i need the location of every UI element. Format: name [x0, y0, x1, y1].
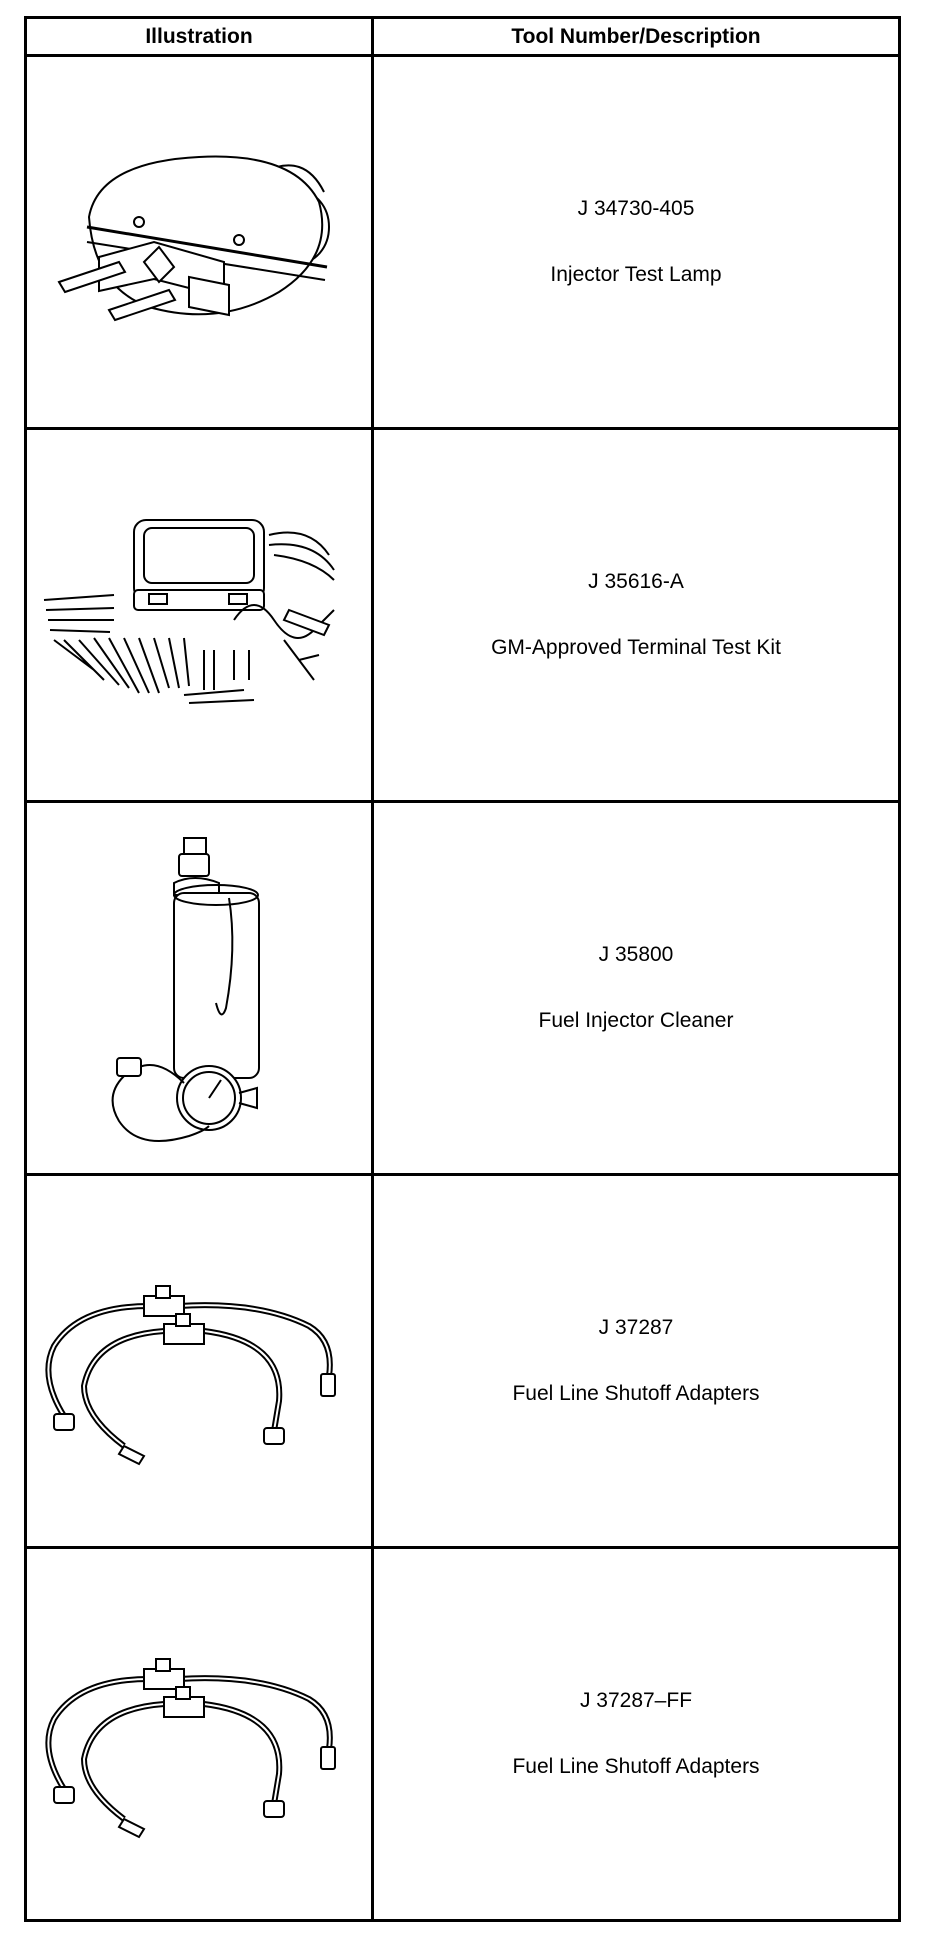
tool-description: Fuel Line Shutoff Adapters — [512, 1382, 760, 1405]
illustration-cell — [26, 802, 373, 1175]
tool-number: J 37287–FF — [579, 1689, 693, 1712]
table-row — [26, 1548, 900, 1921]
tool-description: Fuel Line Shutoff Adapters — [512, 1755, 760, 1778]
fuel-line-shutoff-adapters-icon — [39, 1629, 359, 1839]
description-cell — [373, 1175, 900, 1548]
table-row — [26, 56, 900, 429]
description-cell — [373, 56, 900, 429]
table-row — [26, 1175, 900, 1548]
illustration-cell — [26, 56, 373, 429]
terminal-test-kit-icon — [34, 510, 364, 720]
tool-description: Fuel Injector Cleaner — [538, 1009, 734, 1032]
illustration-header: Illustration — [26, 18, 373, 56]
description-cell — [373, 802, 900, 1175]
tool-number: J 35800 — [598, 943, 674, 966]
injector-test-lamp-icon — [49, 132, 349, 352]
table-row — [26, 429, 900, 802]
tool-number: J 37287 — [598, 1316, 674, 1339]
tool-description: Injector Test Lamp — [550, 263, 722, 286]
illustration-cell — [26, 1548, 373, 1921]
table-row — [26, 802, 900, 1175]
tool-number: J 34730-405 — [577, 197, 695, 220]
tool-number: J 35616-A — [588, 570, 684, 593]
fuel-injector-cleaner-icon — [99, 818, 299, 1158]
description-cell — [373, 1548, 900, 1921]
illustration-cell — [26, 1175, 373, 1548]
fuel-line-shutoff-adapters-icon — [39, 1256, 359, 1466]
tool-description: GM-Approved Terminal Test Kit — [491, 636, 781, 659]
description-header: Tool Number/Description — [373, 18, 900, 56]
header-row — [26, 18, 900, 56]
tool-table — [24, 16, 901, 1922]
illustration-cell — [26, 429, 373, 802]
description-cell — [373, 429, 900, 802]
